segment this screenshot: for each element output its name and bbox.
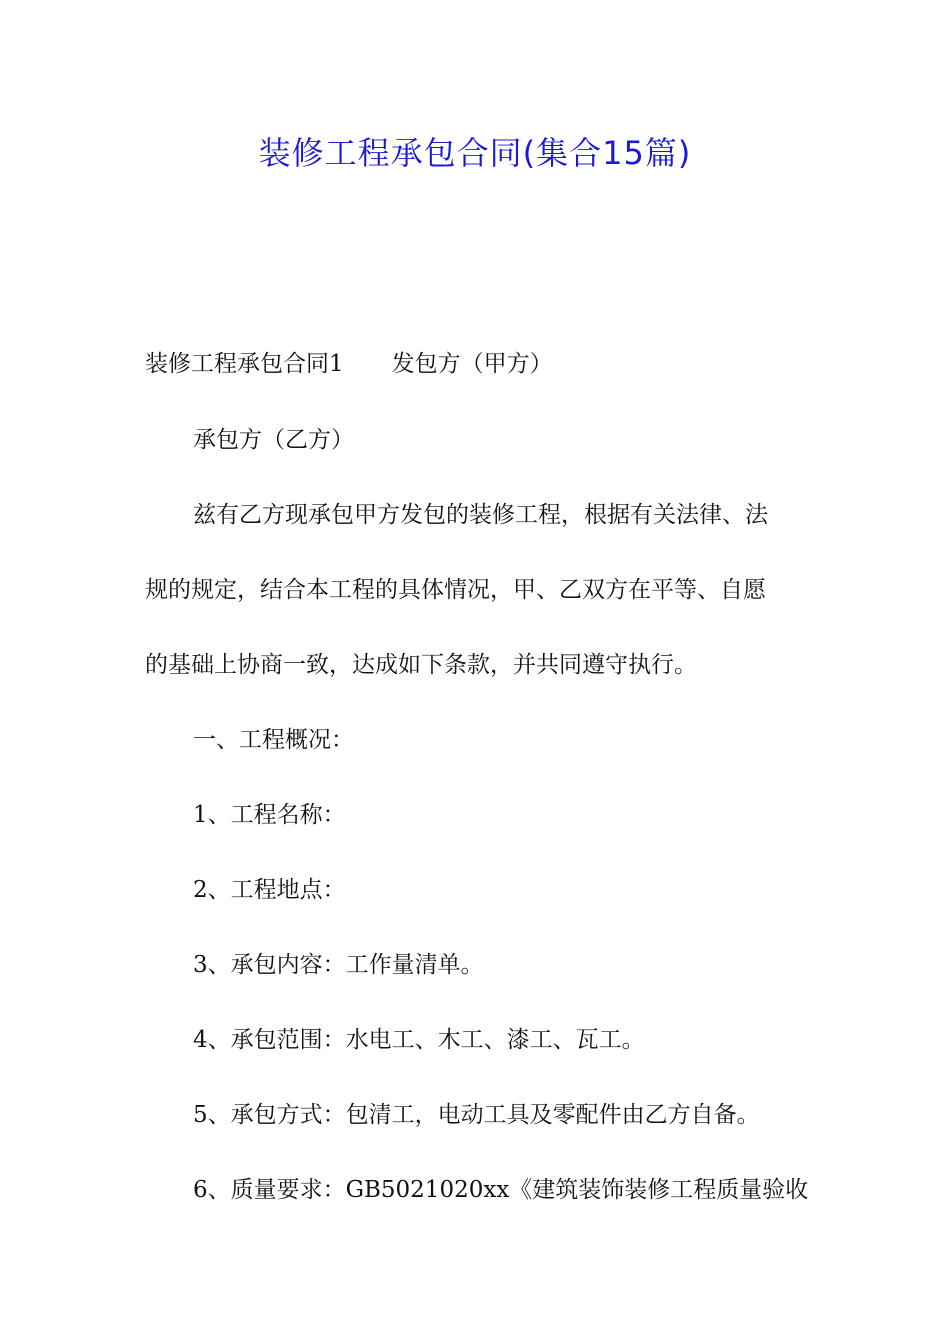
intro-line-2: 规的规定，结合本工程的具体情况，甲、乙双方在平等、自愿 (145, 577, 766, 603)
list-item: 5、承包方式：包清工，电动工具及零配件由乙方自备。 (193, 1102, 760, 1128)
contract-heading-line (145, 345, 553, 378)
list-item: 1、工程名称： (193, 802, 346, 828)
list-item: 2、工程地点： (193, 877, 346, 903)
intro-line-3: 的基础上协商一致，达成如下条款，并共同遵守执行。 (145, 652, 697, 678)
intro-line-1: 兹有乙方现承包甲方发包的装修工程，根据有关法律、法 (193, 502, 768, 528)
party-a-label: 发包方（甲方） (391, 351, 553, 377)
contract-heading: 装修工程承包合同1 (145, 351, 344, 377)
list-item: 3、承包内容：工作量清单。 (193, 952, 484, 978)
document-title: 装修工程承包合同(集合15篇) (258, 134, 692, 172)
party-b-label: 承包方（乙方） (193, 427, 354, 453)
section-heading: 一、工程概况： (193, 727, 354, 753)
list-item: 6、质量要求：GB5021020xx《建筑装饰装修工程质量验收 (193, 1177, 809, 1203)
list-item: 4、承包范围：水电工、木工、漆工、瓦工。 (193, 1027, 645, 1053)
